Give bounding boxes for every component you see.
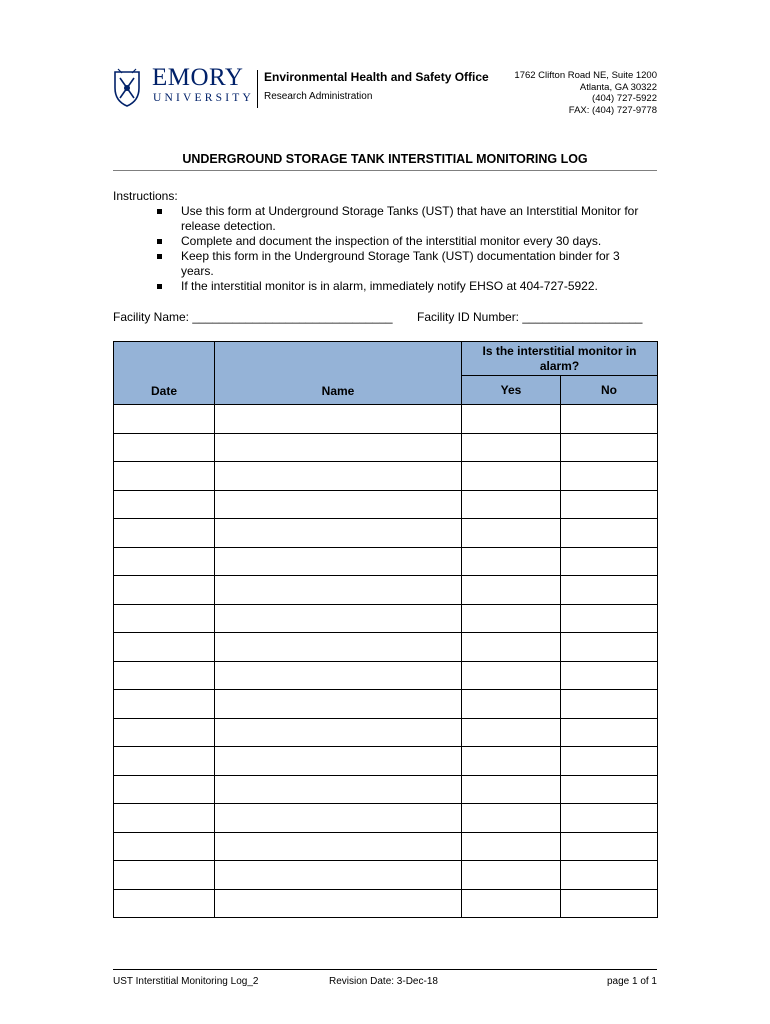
- date-cell[interactable]: [114, 747, 215, 776]
- date-cell[interactable]: [114, 547, 215, 576]
- name-cell[interactable]: [215, 690, 462, 719]
- name-cell[interactable]: [215, 804, 462, 833]
- office-address: [514, 70, 657, 116]
- name-cell[interactable]: [215, 462, 462, 491]
- no-cell[interactable]: [561, 547, 658, 576]
- instruction-text: Keep this form in the Underground Storage Tank (UST) documentation binder for 3 years.: [181, 249, 620, 278]
- yes-cell[interactable]: [462, 661, 561, 690]
- instruction-text: Complete and document the inspection of the interstitial monitor every 30 days.: [181, 234, 602, 248]
- yes-cell[interactable]: [462, 433, 561, 462]
- yes-cell[interactable]: [462, 775, 561, 804]
- no-cell[interactable]: [561, 633, 658, 662]
- column-header-alarm: Is the interstitial monitor in alarm?: [462, 342, 658, 376]
- column-header-name: Name: [215, 342, 462, 405]
- date-cell[interactable]: [114, 861, 215, 890]
- yes-cell[interactable]: [462, 519, 561, 548]
- table-row: [114, 661, 658, 690]
- name-cell[interactable]: [215, 832, 462, 861]
- no-cell[interactable]: [561, 747, 658, 776]
- name-cell[interactable]: [215, 433, 462, 462]
- table-row: [114, 775, 658, 804]
- column-header-yes: Yes: [462, 376, 561, 405]
- table-row: [114, 804, 658, 833]
- table-row: [114, 690, 658, 719]
- no-cell[interactable]: [561, 661, 658, 690]
- instruction-item: [155, 234, 655, 249]
- university-name: EMORY: [152, 64, 244, 91]
- no-cell[interactable]: [561, 405, 658, 434]
- university-subtitle: UNIVERSITY: [153, 92, 254, 104]
- bullet-icon: [157, 239, 162, 244]
- address-line: 1762 Clifton Road NE, Suite 1200: [514, 70, 657, 81]
- name-cell[interactable]: [215, 661, 462, 690]
- table-row: [114, 832, 658, 861]
- name-cell[interactable]: [215, 405, 462, 434]
- date-cell[interactable]: [114, 804, 215, 833]
- bullet-icon: [157, 284, 162, 289]
- instruction-item: [155, 204, 655, 234]
- table-row: [114, 861, 658, 890]
- table-row: [114, 433, 658, 462]
- no-cell[interactable]: [561, 490, 658, 519]
- date-cell[interactable]: [114, 604, 215, 633]
- yes-cell[interactable]: [462, 832, 561, 861]
- facility-name-field[interactable]: Facility Name: ______________________________: [113, 310, 393, 324]
- name-cell[interactable]: [215, 490, 462, 519]
- no-cell[interactable]: [561, 832, 658, 861]
- table-row: [114, 576, 658, 605]
- form-title: UNDERGROUND STORAGE TANK INTERSTITIAL MONITORING LOG: [182, 152, 588, 166]
- footer-page-number: page 1 of 1: [606, 976, 657, 987]
- name-cell[interactable]: [215, 718, 462, 747]
- no-cell[interactable]: [561, 775, 658, 804]
- table-row: [114, 633, 658, 662]
- date-cell[interactable]: [114, 661, 215, 690]
- name-cell[interactable]: [215, 576, 462, 605]
- table-row: [114, 519, 658, 548]
- title-divider: [113, 170, 657, 171]
- no-cell[interactable]: [561, 462, 658, 491]
- date-cell[interactable]: [114, 519, 215, 548]
- column-header-date: Date: [114, 342, 215, 405]
- name-cell[interactable]: [215, 861, 462, 890]
- date-cell[interactable]: [114, 576, 215, 605]
- table-row: [114, 547, 658, 576]
- bullet-icon: [157, 209, 162, 214]
- no-cell[interactable]: [561, 861, 658, 890]
- facility-id-field[interactable]: Facility ID Number: __________________: [417, 310, 643, 324]
- yes-cell[interactable]: [462, 604, 561, 633]
- yes-cell[interactable]: [462, 405, 561, 434]
- table-row: [114, 490, 658, 519]
- yes-cell[interactable]: [462, 490, 561, 519]
- date-cell[interactable]: [114, 433, 215, 462]
- footer-document-name: UST Interstitial Monitoring Log_2: [113, 976, 259, 987]
- yes-cell[interactable]: [462, 804, 561, 833]
- table-row: [114, 405, 658, 434]
- name-cell[interactable]: [215, 889, 462, 918]
- table-row: [114, 718, 658, 747]
- footer-divider: [113, 969, 657, 970]
- name-cell[interactable]: [215, 519, 462, 548]
- office-name: Environmental Health and Safety Office: [264, 70, 489, 84]
- yes-cell[interactable]: [462, 576, 561, 605]
- instructions-label: Instructions:: [113, 189, 178, 203]
- table-row: [114, 604, 658, 633]
- log-table-body: [114, 405, 658, 918]
- no-cell[interactable]: [561, 604, 658, 633]
- name-cell[interactable]: [215, 633, 462, 662]
- yes-cell[interactable]: [462, 547, 561, 576]
- date-cell[interactable]: [114, 690, 215, 719]
- footer-revision-date: Revision Date: 3-Dec-18: [329, 976, 438, 987]
- instruction-item: [155, 249, 655, 279]
- yes-cell[interactable]: [462, 889, 561, 918]
- instruction-text: Use this form at Underground Storage Tanks (UST) that have an Interstitial Monitor for release detection.: [181, 204, 639, 233]
- name-cell[interactable]: [215, 775, 462, 804]
- date-cell[interactable]: [114, 775, 215, 804]
- date-cell[interactable]: [114, 889, 215, 918]
- instruction-item: [155, 279, 655, 294]
- address-line: (404) 727-5922: [592, 93, 657, 104]
- date-cell[interactable]: [114, 718, 215, 747]
- table-row: [114, 747, 658, 776]
- address-line: Atlanta, GA 30322: [579, 81, 657, 93]
- emory-crest-icon: [112, 68, 142, 108]
- instruction-text: If the interstitial monitor is in alarm, immediately notify EHSO at 404-727-5922.: [181, 279, 598, 293]
- date-cell[interactable]: [114, 405, 215, 434]
- name-cell[interactable]: [215, 604, 462, 633]
- date-cell[interactable]: [114, 462, 215, 491]
- yes-cell[interactable]: [462, 633, 561, 662]
- yes-cell[interactable]: [462, 747, 561, 776]
- no-cell[interactable]: [561, 519, 658, 548]
- monitoring-log-table: [113, 341, 658, 918]
- no-cell[interactable]: [561, 576, 658, 605]
- no-cell[interactable]: [561, 889, 658, 918]
- no-cell[interactable]: [561, 690, 658, 719]
- column-header-no: No: [561, 376, 658, 405]
- address-line: FAX: (404) 727-9778: [568, 104, 657, 116]
- name-cell[interactable]: [215, 747, 462, 776]
- bullet-icon: [157, 254, 162, 259]
- table-row: [114, 462, 658, 491]
- yes-cell[interactable]: [462, 690, 561, 719]
- no-cell[interactable]: [561, 718, 658, 747]
- date-cell[interactable]: [114, 490, 215, 519]
- no-cell[interactable]: [561, 804, 658, 833]
- yes-cell[interactable]: [462, 718, 561, 747]
- yes-cell[interactable]: [462, 861, 561, 890]
- name-cell[interactable]: [215, 547, 462, 576]
- yes-cell[interactable]: [462, 462, 561, 491]
- table-row: [114, 889, 658, 918]
- date-cell[interactable]: [114, 832, 215, 861]
- division-name: Research Administration: [264, 91, 373, 102]
- emory-logo: [112, 66, 262, 110]
- instructions-list: [155, 204, 655, 294]
- header-divider: [257, 70, 258, 108]
- date-cell[interactable]: [114, 633, 215, 662]
- no-cell[interactable]: [561, 433, 658, 462]
